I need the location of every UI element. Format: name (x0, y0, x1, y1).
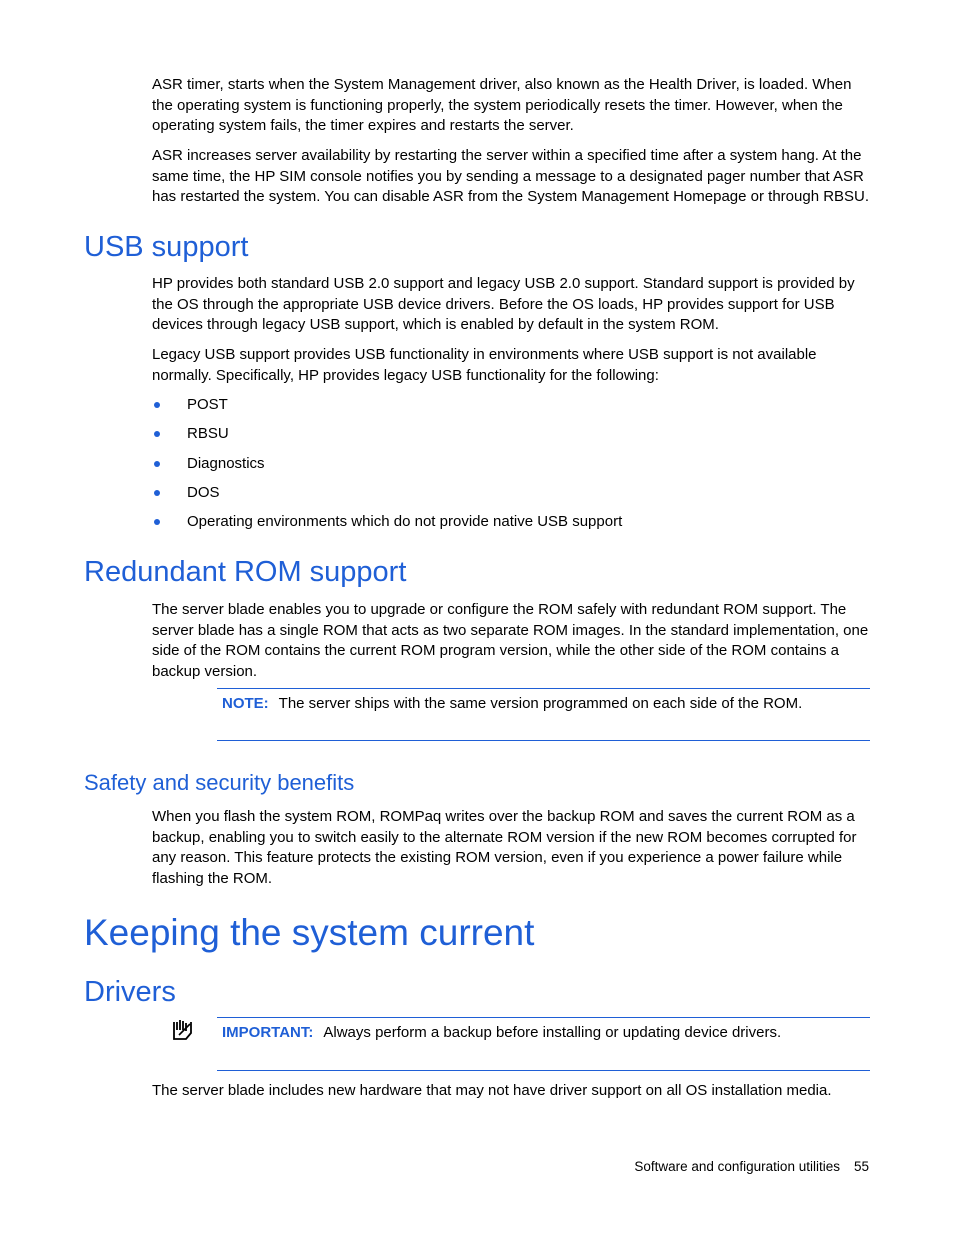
important-hand-icon (170, 1018, 194, 1044)
page-footer (634, 1158, 869, 1176)
important-label: IMPORTANT: (222, 1024, 314, 1041)
list-item: POST (152, 394, 622, 423)
usb-paragraph-2: Legacy USB support provides USB functionality in environments where USB support is not available normally. Specifically, HP provides legacy USB functionality for the following: (152, 346, 817, 384)
note-label: NOTE: (222, 695, 269, 712)
list-item: Diagnostics (152, 453, 622, 482)
page-number: 55 (853, 1159, 869, 1174)
bullet-icon (154, 461, 160, 467)
safety-paragraph-1: When you flash the system ROM, ROMPaq writes over the backup ROM and saves the current ROM as a backup, enabling you to switch easily to the alternate ROM version if the new ROM becomes corrupted for any reason. This feature protects the existing ROM version, even if you experience a power failure while flashing the ROM. (152, 808, 857, 887)
safety-benefits-heading: Safety and security benefits (84, 770, 355, 795)
note-box (217, 688, 870, 741)
list-item: Operating environments which do not provide native USB support (152, 511, 622, 540)
bullet-icon (154, 490, 160, 496)
list-item: DOS (152, 482, 622, 511)
keeping-current-heading: Keeping the system current (84, 912, 535, 953)
intro-paragraph-1: ASR timer, starts when the System Management driver, also known as the Health Driver, is loaded. When the operating system is functioning properly, the system periodically resets the timer. However, when the operating system fails, the timer expires and restarts the server. (152, 76, 852, 134)
drivers-heading: Drivers (84, 976, 176, 1008)
list-item: RBSU (152, 423, 622, 452)
intro-paragraph-2: ASR increases server availability by restarting the server within a specified time after a system hang. At the same time, the HP SIM console notifies you by sending a message to a designated pager number that ASR has restarted the system. You can disable ASR from the System Management Homepage or through RBSU. (152, 147, 870, 205)
bullet-icon (154, 402, 160, 408)
note-text: The server ships with the same version programmed on each side of the ROM. (278, 695, 803, 712)
important-box (217, 1017, 870, 1071)
bullet-icon (154, 519, 160, 525)
rom-paragraph-1: The server blade enables you to upgrade or configure the ROM safely with redundant ROM support. The server blade has a single ROM that acts as two separate ROM images. In the standard implementation, one side of the ROM contains the current ROM program version, while the other side of the ROM contains a backup version. (152, 601, 869, 680)
usb-support-heading: USB support (84, 231, 249, 263)
redundant-rom-heading: Redundant ROM support (84, 556, 407, 588)
important-text: Always perform a backup before installing or updating device drivers. (323, 1024, 782, 1041)
footer-section-title: Software and configuration utilities (634, 1159, 840, 1174)
bullet-icon (154, 431, 160, 437)
usb-paragraph-1: HP provides both standard USB 2.0 support and legacy USB 2.0 support. Standard support is provided by the OS through the appropriate USB device drivers. Before the OS loads, HP provides support for USB devices through legacy USB support, which is enabled by default in the system ROM. (152, 275, 855, 333)
usb-bullet-list (152, 394, 622, 540)
drivers-paragraph-1: The server blade includes new hardware that may not have driver support on all OS installation media. (152, 1082, 832, 1099)
